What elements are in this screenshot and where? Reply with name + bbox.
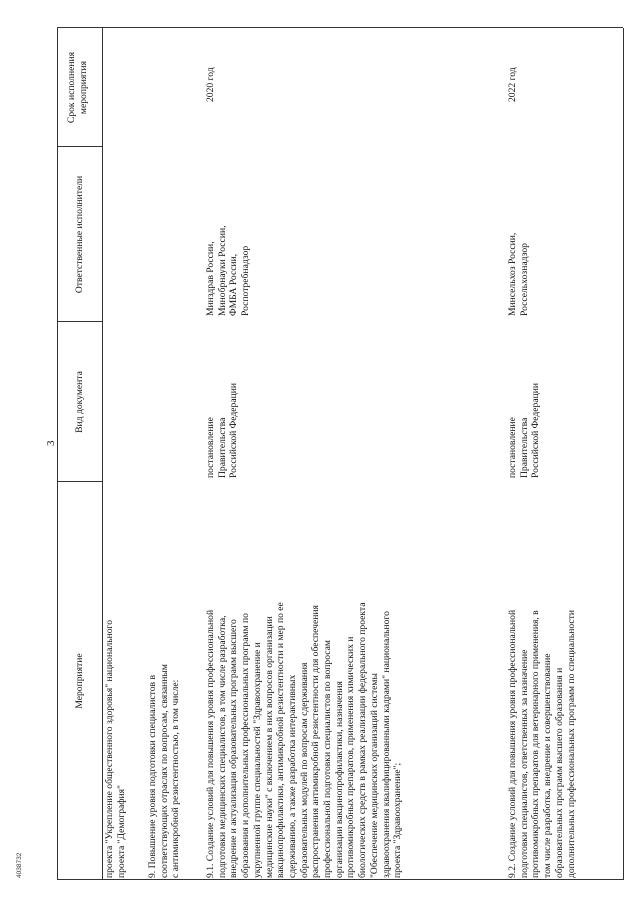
text-line: постановление (205, 417, 216, 478)
text-line: здравоохранения квалифицированными кадрами" национального (380, 611, 392, 878)
header-bottom-line (102, 28, 103, 880)
text-line: образовательных модулей по вопросам сдерживания (298, 662, 310, 878)
text-line: дополнительных профессиональных программ по специальности (565, 610, 577, 878)
text-line: Минсельхоз России, (507, 232, 518, 316)
text-line: подготовки медицинских специалистов, в том числе разработка, (216, 615, 228, 878)
text-line: распространения антимикробной резистентности для обеспечения (310, 605, 322, 878)
text-line: противомикробных препаратов для ветеринарного применения, в (530, 610, 542, 878)
text-line: проекта "Демография" (115, 785, 127, 878)
header-activity: Мероприятие (74, 653, 85, 709)
text-line: сдерживанию, а также разработка интерактивных (286, 674, 298, 878)
header-doc-type: Вид документа (74, 371, 85, 433)
text-line: подготовки специалистов, ответственных за назначение (518, 649, 530, 878)
header-deadline (66, 28, 89, 147)
table-border-top (57, 28, 58, 880)
text-line: "Обеспечение медицинских организаций системы (368, 673, 380, 878)
text-line: 9.1. Создание условий для повышения уровня профессиональной (205, 609, 216, 878)
text-line: Россельхознадзор (518, 243, 530, 316)
text-line: образовательных программ высшего образования и (553, 667, 565, 878)
text-line: с антимикробной резистентностью, в том числе: (170, 679, 182, 878)
text-line: профессиональной подготовки специалистов по вопросам (322, 640, 334, 878)
row-9-2-executors (507, 233, 530, 316)
header-executors: Ответственные исполнители (74, 175, 85, 294)
text-line: внедрение и актуализация образовательных программ высшего (228, 619, 240, 878)
header-deadline-line: Срок исполнения (66, 51, 77, 124)
text-line: 9.2. Создание условий для повышения уровня профессиональной (507, 609, 518, 878)
row-9-1-deadline: 2020 год (205, 67, 216, 102)
header-deadline-line: мероприятия (77, 60, 89, 115)
text-line: вакцинопрофилактики, антимикробной резистентности и мер по ее (275, 602, 287, 878)
text-line: образования и дополнительных профессиональных программ по (240, 613, 252, 878)
text-line: 9. Повышение уровня подготовки специалистов в (147, 675, 158, 878)
continuation-row (104, 620, 127, 878)
text-line: организации вакцинопрофилактики, назначения (333, 681, 345, 878)
row-9-1-activity (205, 602, 404, 878)
text-line: проекта "Укрепление общественного здоровья" национального (104, 619, 115, 878)
text-line: Правительства (216, 417, 228, 478)
text-line: медицинские науки" с включением в них вопросов организации (263, 616, 275, 878)
text-line: Российской Федерации (228, 383, 240, 478)
text-line: проекта "Здравоохранение"; (392, 762, 404, 878)
page-number: 3 (45, 440, 57, 446)
text-line: биологических средств в рамках реализации федерального проекта (357, 602, 369, 878)
row-9-1-executors (205, 226, 252, 317)
row-9-activity (147, 664, 182, 878)
table-border-left (57, 879, 623, 880)
row-9-2-doc-type (507, 383, 542, 478)
table-border-right (57, 27, 623, 28)
text-line: Правительства (518, 417, 530, 478)
table-border-bottom (623, 28, 624, 880)
text-line: постановление (507, 417, 518, 478)
text-line: Роспотребнадзор (240, 245, 252, 316)
text-line: ФМБА России, (228, 253, 240, 316)
text-line: Российской Федерации (530, 383, 542, 478)
document-id: 4038732 (16, 852, 23, 878)
text-line: том числе разработка, внедрение и совершенствование (542, 653, 554, 878)
row-9-2-deadline: 2022 год (507, 67, 518, 102)
row-9-1-doc-type (205, 383, 240, 478)
text-line: соответствующих отраслях по вопросам, связанным (158, 664, 170, 878)
text-line: укрупненной группе специальностей "Здравоохранение и (251, 642, 263, 878)
text-line: Минздрав России, (205, 241, 216, 316)
row-9-2-activity (507, 610, 577, 878)
text-line: противомикробных препаратов, применения химических и (345, 636, 357, 878)
text-line: Минобрнауки России, (216, 225, 228, 316)
